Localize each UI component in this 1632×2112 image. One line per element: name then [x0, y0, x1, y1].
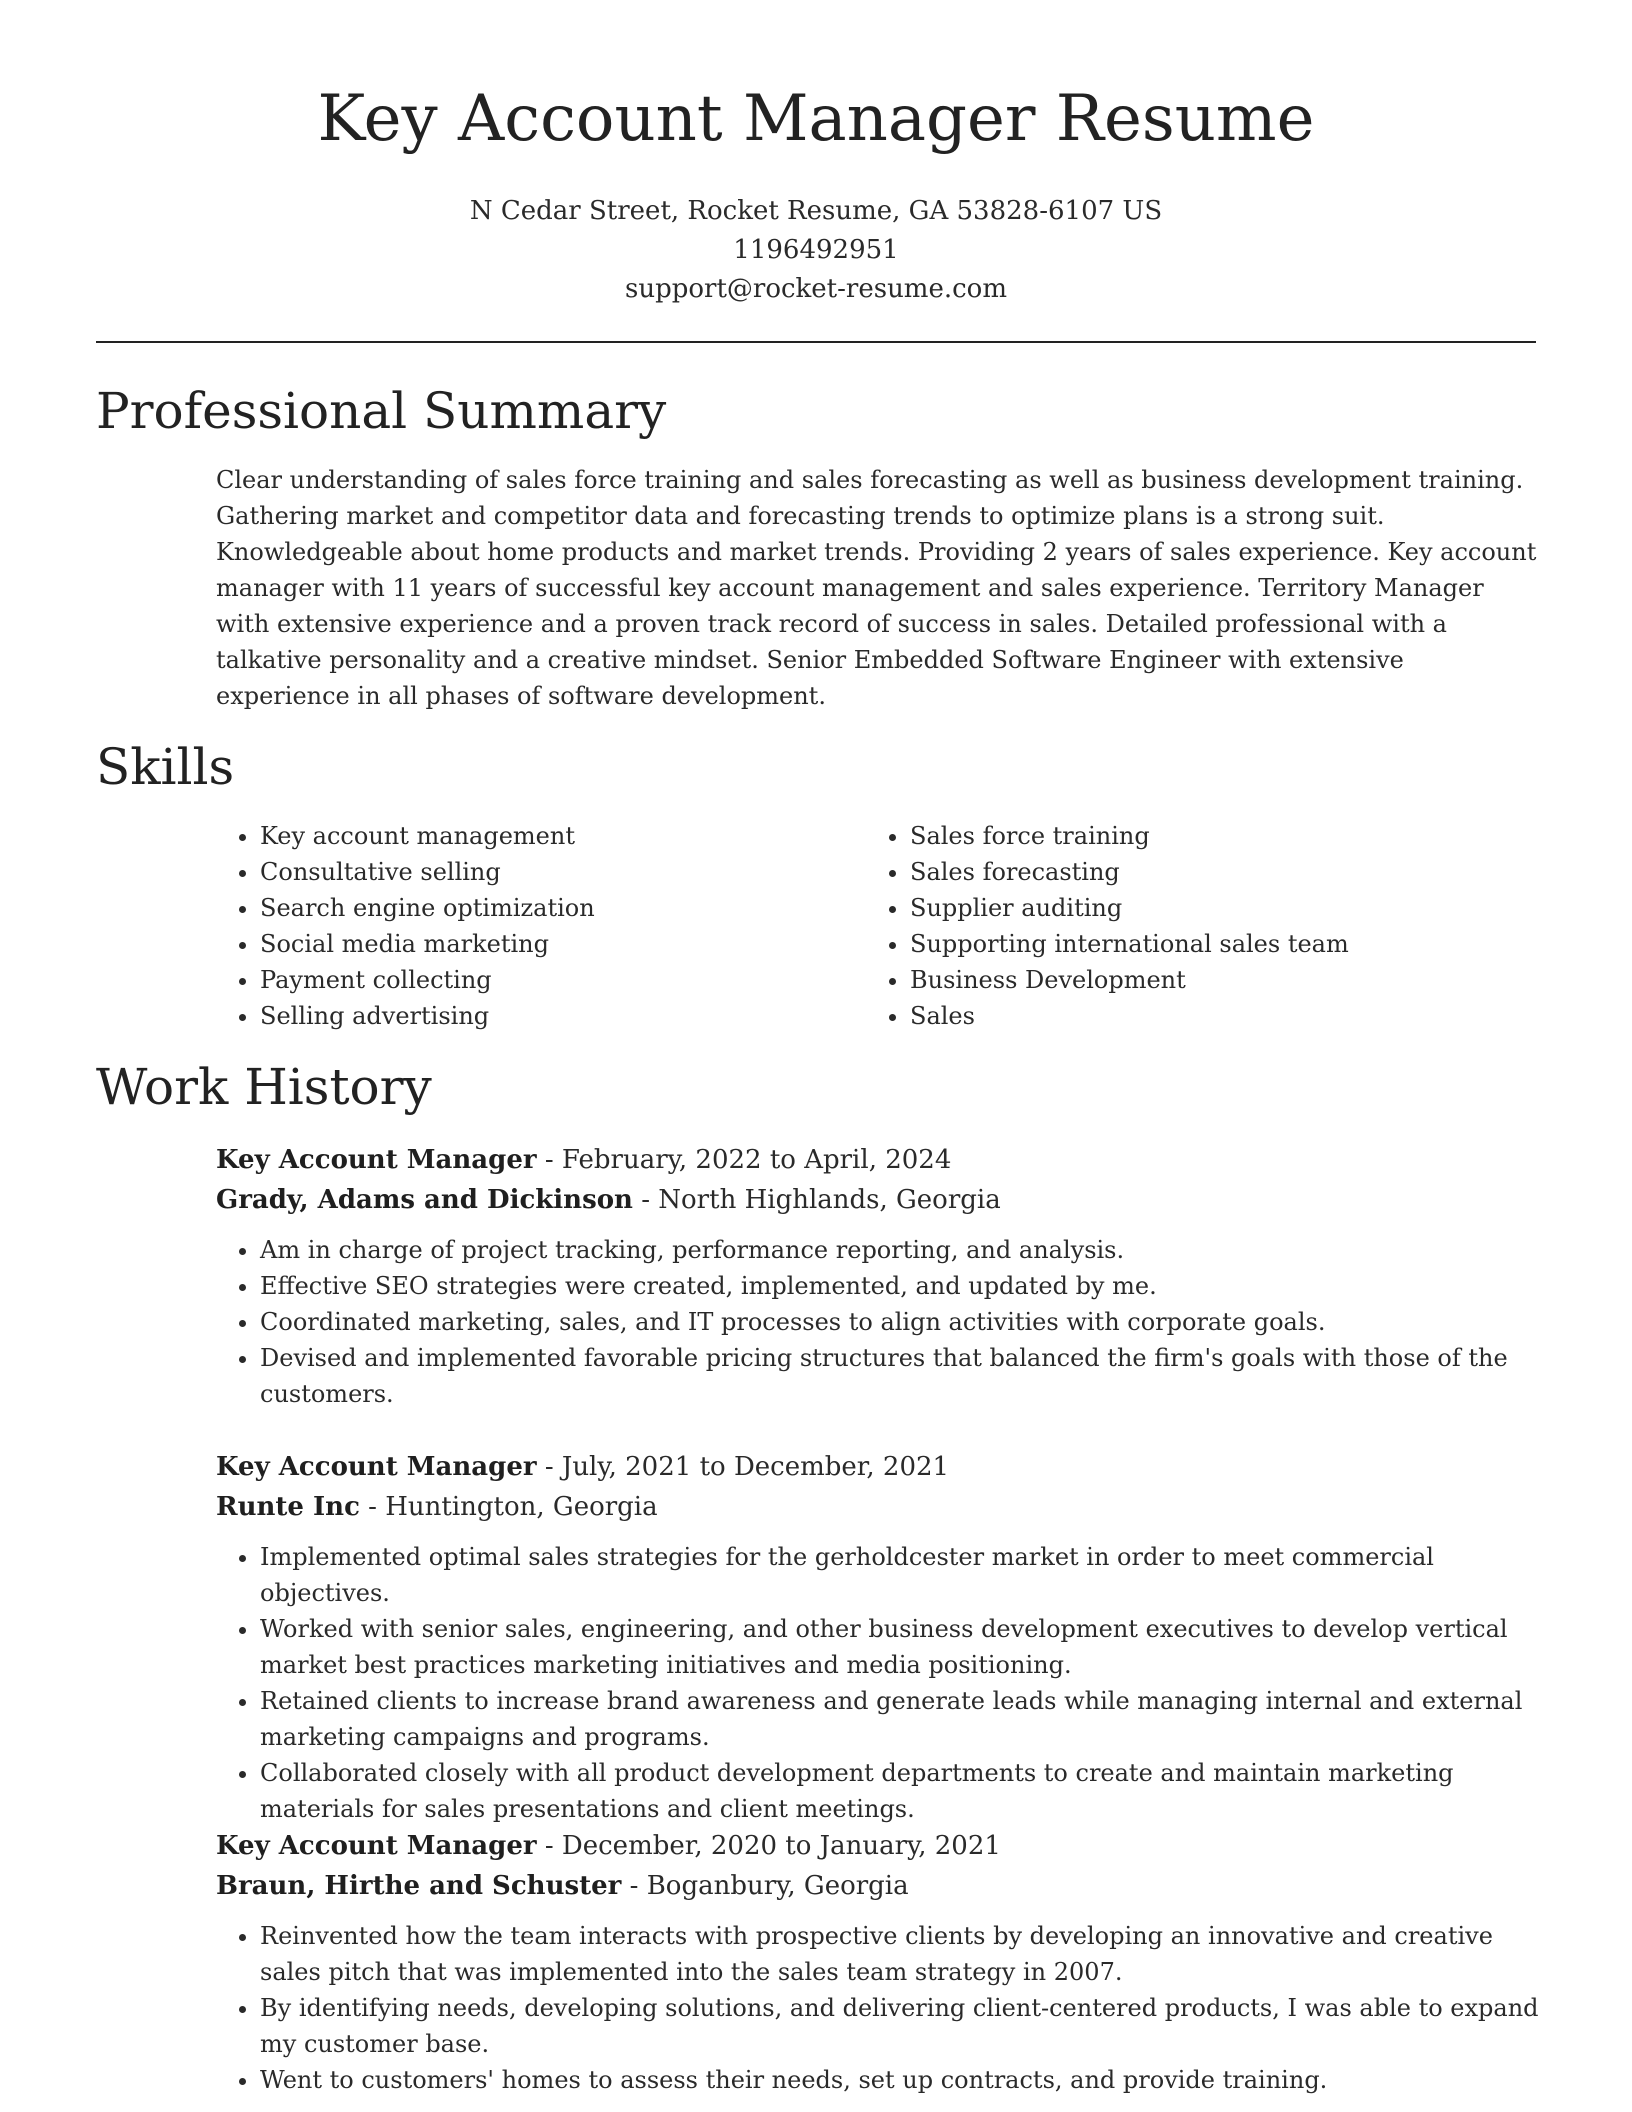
job-title-line — [216, 1447, 1540, 1487]
job-bullet: • Retained clients to increase brand awareness and generate leads while managing internal and external marketing campaigns and programs. — [260, 1683, 1540, 1755]
skill-item: • Payment collecting — [260, 962, 595, 998]
job-bullet: • By identifying needs, developing solutions, and delivering client-centered products, I was able to expand my customer base. — [260, 1990, 1540, 2062]
job-dates: - February, 2022 to April, 2024 — [536, 1145, 952, 1175]
job-bullet: • Went to customers' homes to assess their needs, set up contracts, and provide training. — [260, 2062, 1540, 2098]
resume-title: Key Account Manager Resume — [317, 82, 1315, 156]
contact-info — [0, 192, 1632, 309]
skills-list-left — [216, 818, 595, 1034]
work-history-heading: Work History — [96, 1058, 432, 1116]
job-bullet: • Effective SEO strategies were created, implemented, and updated by me. — [260, 1268, 1540, 1304]
skill-item: • Supplier auditing — [910, 890, 1349, 926]
job-company: Braun, Hirthe and Schuster — [216, 1871, 622, 1901]
summary-text: Clear understanding of sales force training and sales forecasting as well as business development training. Gathering market and competitor data and forecasting trends to optimize plans is a strong suit. Knowledgeable about home products and market trends. Providing 2 years of sales experience. Key account manager with 11 years of successful key account management and sales experience. Territory Manager with extensive experience and a proven track record of success in sales. Detailed professional with a talkative personality and a creative mindset. Senior Embedded Software Engineer with extensive experience in all phases of software development. — [216, 466, 1537, 710]
job-bullet: • Worked with senior sales, engineering, and other business development executives to develop vertical market best practices marketing initiatives and media positioning. — [260, 1611, 1540, 1683]
skill-item: • Key account management — [260, 818, 595, 854]
skill-item: • Selling advertising — [260, 998, 595, 1034]
job-title-line — [216, 1826, 1540, 1866]
contact-address: N Cedar Street, Rocket Resume, GA 53828-6107 US — [469, 196, 1163, 226]
job-entry — [216, 1447, 1540, 1827]
job-company-line — [216, 1180, 1540, 1220]
skill-item: • Search engine optimization — [260, 890, 595, 926]
job-bullets — [216, 1539, 1540, 1827]
job-location: - Boganbury, Georgia — [621, 1871, 909, 1901]
contact-email: support@rocket-resume.com — [624, 274, 1007, 304]
job-dates: - July, 2021 to December, 2021 — [536, 1452, 950, 1482]
job-bullets — [216, 1918, 1540, 2098]
job-title-line — [216, 1140, 1540, 1180]
skill-item: • Business Development — [910, 962, 1349, 998]
job-bullet: • Collaborated closely with all product development departments to create and maintain marketing materials for sales presentations and client meetings. — [260, 1755, 1540, 1827]
skill-item: • Sales force training — [910, 818, 1349, 854]
job-title: Key Account Manager — [216, 1145, 537, 1175]
skill-item: • Social media marketing — [260, 926, 595, 962]
job-bullet: • Reinvented how the team interacts with prospective clients by developing an innovative and creative sales pitch that was implemented into the sales team strategy in 2007. — [260, 1918, 1540, 1990]
job-title: Key Account Manager — [216, 1831, 537, 1861]
header-divider — [96, 341, 1536, 343]
skill-item: • Consultative selling — [260, 854, 595, 890]
skills-list-right — [866, 818, 1349, 1034]
job-bullet: • Coordinated marketing, sales, and IT processes to align activities with corporate goals. — [260, 1304, 1540, 1340]
job-company-line — [216, 1866, 1540, 1906]
skill-item: • Supporting international sales team — [910, 926, 1349, 962]
job-bullet: • Am in charge of project tracking, performance reporting, and analysis. — [260, 1232, 1540, 1268]
job-location: - North Highlands, Georgia — [632, 1185, 1001, 1215]
contact-phone: 1196492951 — [733, 235, 899, 265]
job-entry — [216, 1826, 1540, 2098]
job-entry — [216, 1140, 1540, 1412]
skills-heading: Skills — [96, 738, 235, 796]
summary-heading: Professional Summary — [96, 382, 667, 440]
job-company-line — [216, 1487, 1540, 1527]
job-company: Runte Inc — [216, 1492, 360, 1522]
job-bullets — [216, 1232, 1540, 1412]
job-bullet: • Devised and implemented favorable pricing structures that balanced the firm's goals with those of the customers. — [260, 1340, 1540, 1412]
skill-item: • Sales — [910, 998, 1349, 1034]
skill-item: • Sales forecasting — [910, 854, 1349, 890]
job-title: Key Account Manager — [216, 1452, 537, 1482]
job-bullet: • Implemented optimal sales strategies for the gerholdcester market in order to meet commercial objectives. — [260, 1539, 1540, 1611]
job-location: - Huntington, Georgia — [359, 1492, 658, 1522]
job-company: Grady, Adams and Dickinson — [216, 1185, 633, 1215]
job-dates: - December, 2020 to January, 2021 — [536, 1831, 1001, 1861]
